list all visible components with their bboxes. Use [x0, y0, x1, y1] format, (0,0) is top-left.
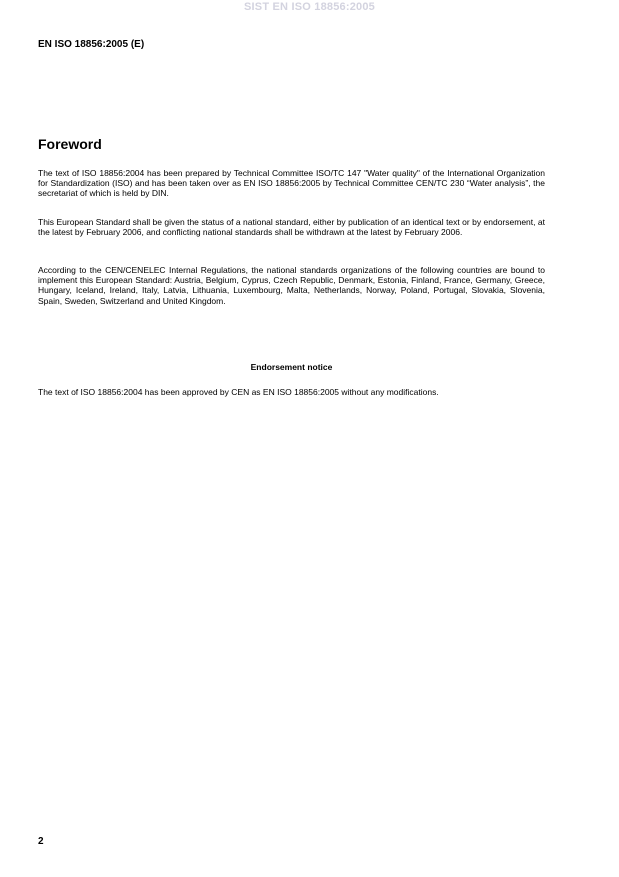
- endorsement-heading: Endorsement notice: [250, 362, 333, 372]
- foreword-paragraph-1: The text of ISO 18856:2004 has been prepared by Technical Committee ISO/TC 147 "Water quality" of the International Organization for Standardization (ISO) and has been taken over as EN ISO 18856:2005 by Technical Committee CEN/TC 230 “Water analysis”, the secretariat of which is held by DIN.: [38, 168, 545, 199]
- page-number: 2: [38, 836, 44, 847]
- document-id: EN ISO 18856:2005 (E): [38, 39, 145, 50]
- foreword-paragraph-2: This European Standard shall be given the status of a national standard, either by publication of an identical text or by endorsement, at the latest by February 2006, and conflicting national standards shall be withdrawn at the latest by February 2006.: [38, 217, 545, 238]
- foreword-heading: Foreword: [38, 136, 102, 152]
- foreword-paragraph-3: According to the CEN/CENELEC Internal Regulations, the national standards organizations of the following countries are bound to implement this European Standard: Austria, Belgium, Cyprus, Czech Republic, Denmark, Estonia, Finland, France, Germany, Greece, Hungary, Iceland, Ireland, Italy, Latvia, Lithuania, Luxembourg, Malta, Netherlands, Norway, Poland, Portugal, Slovakia, Slovenia, Spain, Sweden, Switzerland and United Kingdom.: [38, 265, 545, 306]
- watermark: SIST EN ISO 18856:2005: [244, 1, 375, 13]
- endorsement-text: The text of ISO 18856:2004 has been approved by CEN as EN ISO 18856:2005 without any modifications.: [38, 387, 439, 397]
